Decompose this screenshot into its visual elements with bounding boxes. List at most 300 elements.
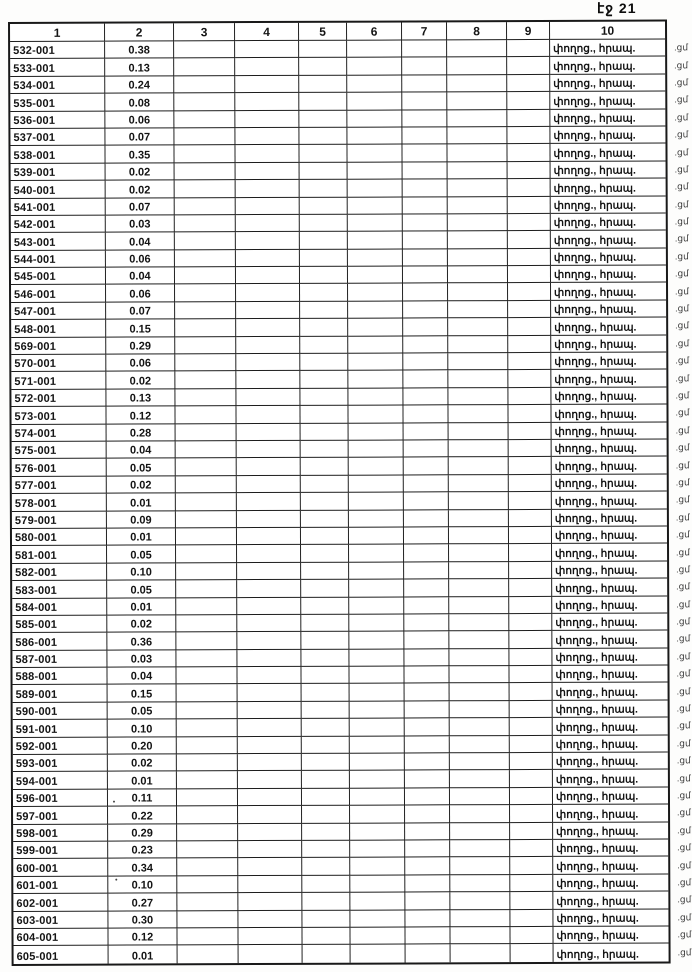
parcel-id-cell: 573-001 [11, 407, 106, 425]
empty-cell [176, 441, 237, 459]
empty-cell [448, 162, 508, 180]
empty-cell [302, 858, 350, 876]
empty-cell [510, 701, 553, 719]
area-value-cell: 0.01 [109, 946, 178, 964]
empty-cell [349, 475, 404, 493]
empty-cell [405, 892, 450, 910]
land-use-cell: փողոց., հրապ. [551, 248, 666, 266]
empty-cell [404, 632, 449, 650]
land-use-cell: փողոց., հրապ. [550, 144, 665, 162]
area-value-cell: 0.02 [107, 615, 176, 633]
empty-cell [238, 719, 302, 737]
empty-cell [510, 909, 553, 927]
margin-notes [668, 39, 691, 961]
empty-cell [402, 110, 447, 128]
land-use-cell: փողոց., հրապ. [551, 405, 666, 423]
area-value-cell: 0.05 [107, 459, 176, 477]
empty-cell [175, 406, 236, 424]
empty-cell [509, 492, 552, 510]
parcel-id-cell: 579-001 [12, 511, 107, 529]
parcel-id-cell: 546-001 [11, 285, 106, 303]
area-value-cell: 0.07 [106, 302, 175, 320]
empty-cell [508, 370, 551, 388]
empty-cell [238, 789, 302, 807]
empty-cell [450, 770, 510, 788]
area-value-cell: 0.29 [106, 337, 175, 355]
empty-cell [405, 771, 450, 789]
empty-cell [176, 632, 237, 650]
land-use-cell: փողոց., հրապ. [553, 718, 668, 736]
empty-cell [349, 667, 404, 685]
land-use-cell: փողոց., հրապ. [556, 948, 639, 961]
parcel-id-cell: 575-001 [12, 442, 107, 460]
margin-note-fragment: .ցմ [675, 512, 690, 523]
empty-cell [235, 93, 299, 111]
parcel-id-cell: 578-001 [12, 494, 107, 512]
empty-cell [404, 614, 449, 632]
land-use-cell: փողոց., հրապ. [551, 196, 666, 214]
empty-cell [405, 875, 450, 893]
empty-cell [300, 336, 348, 354]
empty-cell [510, 892, 553, 910]
empty-cell [350, 910, 405, 928]
empty-cell [404, 458, 449, 476]
empty-cell [508, 353, 551, 371]
land-use-cell: փողոց., հրապ. [552, 422, 667, 440]
empty-cell [176, 598, 237, 616]
parcel-id-cell: 599-001 [13, 842, 108, 860]
page-number-label: էջ 21 [597, 0, 637, 16]
empty-cell [405, 736, 450, 754]
parcel-id-cell: 577-001 [12, 476, 107, 494]
empty-cell [236, 180, 300, 198]
empty-cell [350, 753, 405, 771]
empty-cell [174, 145, 235, 163]
scan-speck [113, 801, 115, 803]
empty-cell [177, 806, 238, 824]
land-use-cell: փողոց., հրապ. [550, 39, 665, 57]
empty-cell [449, 579, 509, 597]
empty-cell [303, 945, 351, 963]
empty-cell [301, 562, 349, 580]
empty-cell [348, 214, 403, 232]
empty-cell [510, 753, 553, 771]
empty-cell [448, 266, 508, 284]
empty-cell [177, 824, 238, 842]
empty-cell [177, 893, 238, 911]
empty-cell [510, 805, 553, 823]
empty-cell [299, 58, 347, 76]
empty-cell [239, 945, 303, 963]
empty-cell [175, 180, 236, 198]
empty-cell [174, 41, 235, 59]
margin-note-fragment: .ցմ [675, 477, 690, 488]
empty-cell [176, 493, 237, 511]
empty-cell [300, 215, 348, 233]
empty-cell [402, 75, 447, 93]
land-use-cell: փողոց., հրապ. [553, 735, 668, 753]
land-use-cell: փողոց., հրապ. [553, 926, 668, 944]
column-header: 6 [347, 22, 402, 40]
empty-cell [350, 771, 405, 789]
empty-cell [174, 93, 235, 111]
empty-cell [236, 163, 300, 181]
empty-cell [236, 406, 300, 424]
margin-note-fragment: .ցմ [676, 720, 691, 731]
margin-note-fragment: .ցմ [675, 407, 690, 418]
land-use-cell: փողոց., հրապ. [553, 770, 668, 788]
empty-cell [177, 685, 238, 703]
empty-cell [300, 302, 348, 320]
empty-cell [236, 232, 300, 250]
land-use-cell: փողոց., հրապ. [553, 892, 668, 910]
empty-cell [301, 423, 349, 441]
area-value-cell: 0.02 [107, 476, 176, 494]
margin-note-fragment: .ցմ [675, 529, 690, 540]
margin-note-fragment: .ցմ [674, 199, 689, 210]
area-value-cell: 0.15 [108, 685, 177, 703]
empty-cell [510, 788, 553, 806]
empty-cell [349, 562, 404, 580]
parcel-id-cell: 537-001 [10, 129, 105, 147]
empty-cell [404, 545, 449, 563]
empty-cell [300, 249, 348, 267]
empty-cell [300, 389, 348, 407]
area-value-cell: 0.01 [107, 598, 176, 616]
parcel-id-cell: 600-001 [13, 859, 108, 877]
empty-cell [508, 301, 551, 319]
area-value-cell: 0.30 [108, 911, 177, 929]
area-value-cell: 0.15 [106, 320, 175, 338]
empty-cell [302, 702, 350, 720]
margin-note-fragment: .ցմ [675, 442, 690, 453]
empty-cell [349, 527, 404, 545]
empty-cell [350, 701, 405, 719]
empty-cell [509, 423, 552, 441]
empty-cell [403, 162, 448, 180]
land-use-cell: փողոց., հրապ. [551, 300, 666, 318]
empty-cell [238, 876, 302, 894]
parcel-id-cell: 593-001 [13, 755, 108, 773]
land-use-cell: փողոց., հրապ. [551, 283, 666, 301]
empty-cell [406, 945, 451, 963]
empty-cell [300, 197, 348, 215]
margin-note-fragment: .ցմ [674, 146, 689, 157]
empty-cell [175, 198, 236, 216]
column-header: 7 [402, 22, 447, 40]
empty-cell [403, 388, 448, 406]
empty-cell [405, 684, 450, 702]
empty-cell [449, 666, 509, 684]
area-value-cell: 0.22 [108, 807, 177, 825]
empty-cell [509, 596, 552, 614]
empty-cell [237, 423, 301, 441]
empty-cell [404, 562, 449, 580]
empty-cell [347, 145, 402, 163]
empty-cell [175, 337, 236, 355]
empty-cell [510, 683, 553, 701]
empty-cell [237, 597, 301, 615]
area-value-cell: 0.09 [107, 511, 176, 529]
empty-cell [349, 545, 404, 563]
empty-cell [177, 737, 238, 755]
empty-cell [509, 440, 552, 458]
area-value-cell: 0.10 [108, 876, 177, 894]
land-use-cell: փողոց., հրապ. [553, 839, 668, 857]
parcel-id-cell: 580-001 [12, 529, 107, 547]
empty-cell [508, 266, 551, 284]
area-value-cell: 0.06 [106, 285, 175, 303]
empty-cell [176, 615, 237, 633]
empty-cell [301, 597, 349, 615]
empty-cell [449, 510, 509, 528]
empty-cell [403, 179, 448, 197]
margin-note-fragment: .ցմ [677, 859, 692, 870]
empty-cell [176, 650, 237, 668]
empty-cell [448, 371, 508, 389]
empty-cell [449, 544, 509, 562]
empty-cell [302, 875, 350, 893]
parcel-id-cell: 586-001 [12, 633, 107, 651]
empty-cell [301, 441, 349, 459]
empty-cell [349, 458, 404, 476]
empty-cell [402, 145, 447, 163]
empty-cell [301, 493, 349, 511]
empty-cell [404, 510, 449, 528]
empty-cell [507, 92, 550, 110]
empty-cell [348, 319, 403, 337]
empty-cell [403, 214, 448, 232]
area-value-cell: 0.01 [108, 772, 177, 790]
empty-cell [301, 528, 349, 546]
empty-cell [448, 284, 508, 302]
empty-cell [300, 267, 348, 285]
empty-cell [450, 875, 510, 893]
column-header: 4 [235, 23, 299, 41]
area-value-cell: 0.04 [107, 441, 176, 459]
empty-cell [299, 128, 347, 146]
empty-cell [509, 649, 552, 667]
empty-cell [175, 319, 236, 337]
empty-cell [450, 718, 510, 736]
land-use-cell: փողոց., հրապ. [553, 752, 668, 770]
empty-cell [508, 283, 551, 301]
empty-cell [302, 841, 350, 859]
parcel-id-cell: 547-001 [11, 302, 106, 320]
empty-cell [302, 754, 350, 772]
parcel-id-cell: 569-001 [11, 337, 106, 355]
empty-cell [174, 111, 235, 129]
parcel-id-cell: 585-001 [12, 616, 107, 634]
empty-cell [449, 475, 509, 493]
margin-note-fragment: .ցմ [676, 633, 691, 644]
margin-note-fragment: .ցմ [676, 686, 691, 697]
parcel-id-cell: 590-001 [13, 702, 108, 720]
land-use-cell: փողոց., հրապ. [552, 631, 667, 649]
empty-cell [350, 893, 405, 911]
empty-cell [236, 319, 300, 337]
parcel-id-cell: 605-001 [14, 946, 109, 964]
empty-cell [175, 354, 236, 372]
empty-cell [448, 318, 508, 336]
margin-note-fragment: .ցմ [674, 268, 689, 279]
land-use-cell: փողոց., հրապ. [553, 700, 668, 718]
land-use-cell: փողոց., հրապ. [550, 126, 665, 144]
empty-cell [236, 302, 300, 320]
empty-cell [348, 388, 403, 406]
land-use-cell: փողոց., հրապ. [552, 439, 667, 457]
empty-cell [302, 684, 350, 702]
empty-cell [177, 928, 238, 946]
empty-cell [405, 927, 450, 945]
column-header: 5 [299, 23, 347, 41]
empty-cell [507, 144, 550, 162]
empty-cell [238, 928, 302, 946]
land-use-cell: փողոց., հրապ. [552, 509, 667, 527]
empty-cell [450, 857, 510, 875]
empty-cell [350, 684, 405, 702]
parcel-id-cell: 582-001 [12, 563, 107, 581]
empty-cell [404, 423, 449, 441]
margin-note-fragment: .ցմ [677, 877, 692, 888]
empty-cell [450, 684, 510, 702]
area-value-cell: 0.05 [108, 702, 177, 720]
empty-cell [447, 110, 507, 128]
empty-cell [404, 475, 449, 493]
empty-cell [403, 232, 448, 250]
empty-cell [403, 301, 448, 319]
empty-cell [350, 823, 405, 841]
empty-cell [350, 788, 405, 806]
margin-note-fragment: .ցմ [674, 112, 689, 123]
empty-cell [174, 128, 235, 146]
empty-cell [237, 563, 301, 581]
empty-cell [450, 910, 510, 928]
parcel-id-cell: 596-001 [13, 789, 108, 807]
area-value-cell: 0.05 [107, 546, 176, 564]
margin-note-fragment: .ցմ [675, 355, 690, 366]
empty-cell [175, 163, 236, 181]
empty-cell [300, 180, 348, 198]
empty-cell [403, 371, 448, 389]
empty-cell [449, 527, 509, 545]
land-use-cell: փողոց., հրապ. [551, 161, 666, 179]
empty-cell [508, 214, 551, 232]
empty-cell [176, 563, 237, 581]
empty-cell [175, 267, 236, 285]
empty-cell [238, 806, 302, 824]
parcel-id-cell: 543-001 [11, 233, 106, 251]
empty-cell [510, 875, 553, 893]
parcel-id-cell: 545-001 [11, 268, 106, 286]
land-use-cell: փողոց., հրապ. [550, 92, 665, 110]
empty-cell [236, 267, 300, 285]
empty-cell [508, 388, 551, 406]
margin-note-fragment: .ցմ [675, 494, 690, 505]
parcel-id-cell: 581-001 [12, 546, 107, 564]
land-use-cell: փողոց., հրապ. [552, 579, 667, 597]
margin-note-fragment: .ցմ [677, 894, 692, 905]
area-value-cell: 0.36 [107, 633, 176, 651]
empty-cell [510, 927, 553, 945]
land-use-cell: փողոց., հրապ. [552, 666, 667, 684]
empty-cell [448, 336, 508, 354]
empty-cell [238, 858, 302, 876]
cadastre-table [8, 19, 671, 965]
empty-cell [238, 754, 302, 772]
land-use-cell: փողոց., հրապ. [553, 909, 668, 927]
margin-note-fragment: .ցմ [677, 825, 692, 836]
land-use-cell: փողոց., հրապ. [553, 822, 668, 840]
margin-note-fragment: .ցմ [674, 94, 689, 105]
empty-cell [448, 179, 508, 197]
margin-note-fragment: .ցմ [676, 564, 691, 575]
empty-cell [350, 840, 405, 858]
parcel-id-cell: 574-001 [12, 424, 107, 442]
empty-cell [405, 719, 450, 737]
margin-note-fragment: .ցմ [677, 807, 691, 818]
empty-cell [237, 528, 301, 546]
empty-cell [302, 928, 350, 946]
area-value-cell: 0.03 [107, 650, 176, 668]
empty-cell [235, 58, 299, 76]
empty-cell [350, 858, 405, 876]
empty-cell [348, 284, 403, 302]
empty-cell [302, 893, 350, 911]
empty-cell [302, 823, 350, 841]
empty-cell [350, 875, 405, 893]
empty-cell [448, 214, 508, 232]
empty-cell [300, 232, 348, 250]
margin-note-fragment: .ցմ [674, 164, 689, 175]
empty-cell [236, 284, 300, 302]
margin-note-fragment: .ցմ [677, 929, 692, 940]
parcel-id-cell: 583-001 [12, 581, 107, 599]
empty-cell [348, 197, 403, 215]
empty-cell [349, 632, 404, 650]
margin-note-fragment: .ցմ [676, 772, 691, 784]
empty-cell [405, 823, 450, 841]
margin-note-fragment: .ցմ [674, 251, 689, 262]
area-value-cell: 0.29 [108, 824, 177, 842]
empty-cell [301, 615, 349, 633]
empty-cell [449, 597, 509, 615]
empty-cell [509, 562, 552, 580]
land-use-cell: փողոց., հրապ. [550, 109, 665, 127]
area-value-cell: 0.04 [106, 267, 175, 285]
table-row [14, 944, 669, 964]
margin-note-fragment: .ցմ [674, 59, 689, 71]
empty-cell [404, 579, 449, 597]
empty-cell [349, 614, 404, 632]
empty-cell [236, 371, 300, 389]
empty-cell [348, 371, 403, 389]
empty-cell [402, 40, 447, 58]
empty-cell [301, 510, 349, 528]
margin-note-fragment: .ցմ [674, 216, 689, 227]
empty-cell [509, 579, 552, 597]
empty-cell [177, 754, 238, 772]
empty-cell [347, 93, 402, 111]
empty-cell [238, 702, 302, 720]
empty-cell [350, 719, 405, 737]
margin-note-fragment: .ցմ [677, 946, 692, 957]
land-use-cell: փողոց., հրապ. [551, 179, 666, 197]
area-value-cell: 0.08 [105, 94, 174, 112]
empty-cell [235, 128, 299, 146]
area-value-cell: 0.13 [105, 59, 174, 77]
empty-cell [348, 406, 403, 424]
